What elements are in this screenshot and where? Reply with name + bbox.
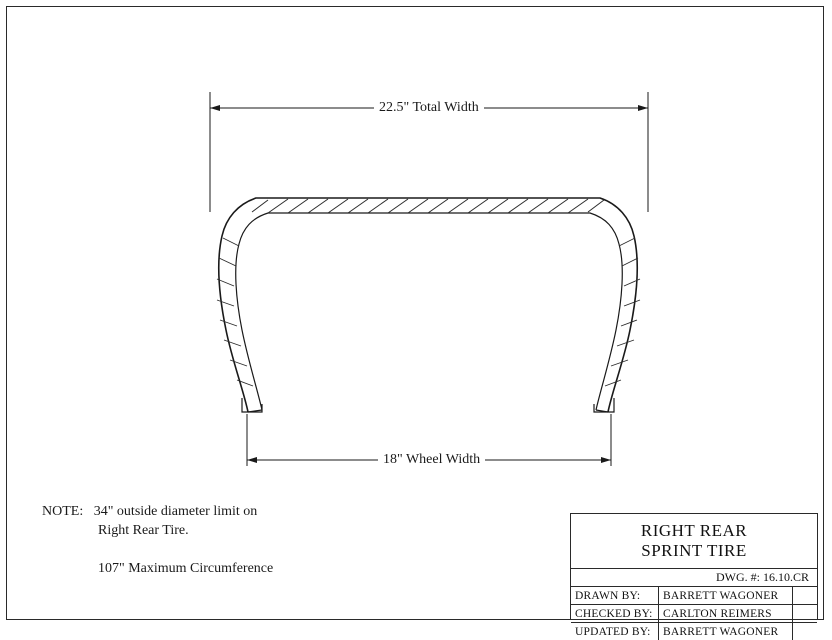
title-block <box>570 513 818 638</box>
checked-by-blank-cell <box>793 605 817 622</box>
drawing-number: DWG. #: 16.10.CR <box>716 570 809 584</box>
title-block-heading <box>571 514 817 569</box>
wheel-width-dimension-label: 18" Wheel Width <box>378 452 485 468</box>
checked-by-value: CARLTON REIMERS <box>659 605 793 622</box>
tread-hatching <box>252 199 604 213</box>
updated-by-label: UPDATED BY: <box>571 623 659 640</box>
note-spacer <box>42 540 273 559</box>
tire-bead-feet <box>242 398 614 412</box>
note-first-line <box>42 502 273 521</box>
note-line-2: Right Rear Tire. <box>98 523 189 538</box>
title-line-1: RIGHT REAR <box>640 521 748 540</box>
drawn-by-value: BARRETT WAGONER <box>659 587 793 604</box>
drawn-by-row <box>571 587 817 605</box>
drawn-by-blank-cell <box>793 587 817 604</box>
updated-by-value: BARRETT WAGONER <box>659 623 793 640</box>
drawing-number-row <box>571 569 817 587</box>
title-line-2: SPRINT TIRE <box>641 541 747 560</box>
updated-by-row <box>571 623 817 640</box>
tire-inner-profile <box>236 213 623 412</box>
note-line-1: 34" outside diameter limit on <box>93 504 258 519</box>
note-label: NOTE: <box>42 504 84 519</box>
checked-by-label: CHECKED BY: <box>571 605 659 622</box>
sidewall-hatching-right <box>605 238 640 386</box>
updated-by-blank-cell <box>793 623 817 640</box>
checked-by-row <box>571 605 817 623</box>
total-width-dimension-label: 22.5" Total Width <box>374 100 484 116</box>
drawn-by-label: DRAWN BY: <box>571 587 659 604</box>
note-line-3: 107" Maximum Circumference <box>98 561 274 576</box>
tire-outer-profile <box>219 198 637 412</box>
notes-block <box>42 502 273 578</box>
